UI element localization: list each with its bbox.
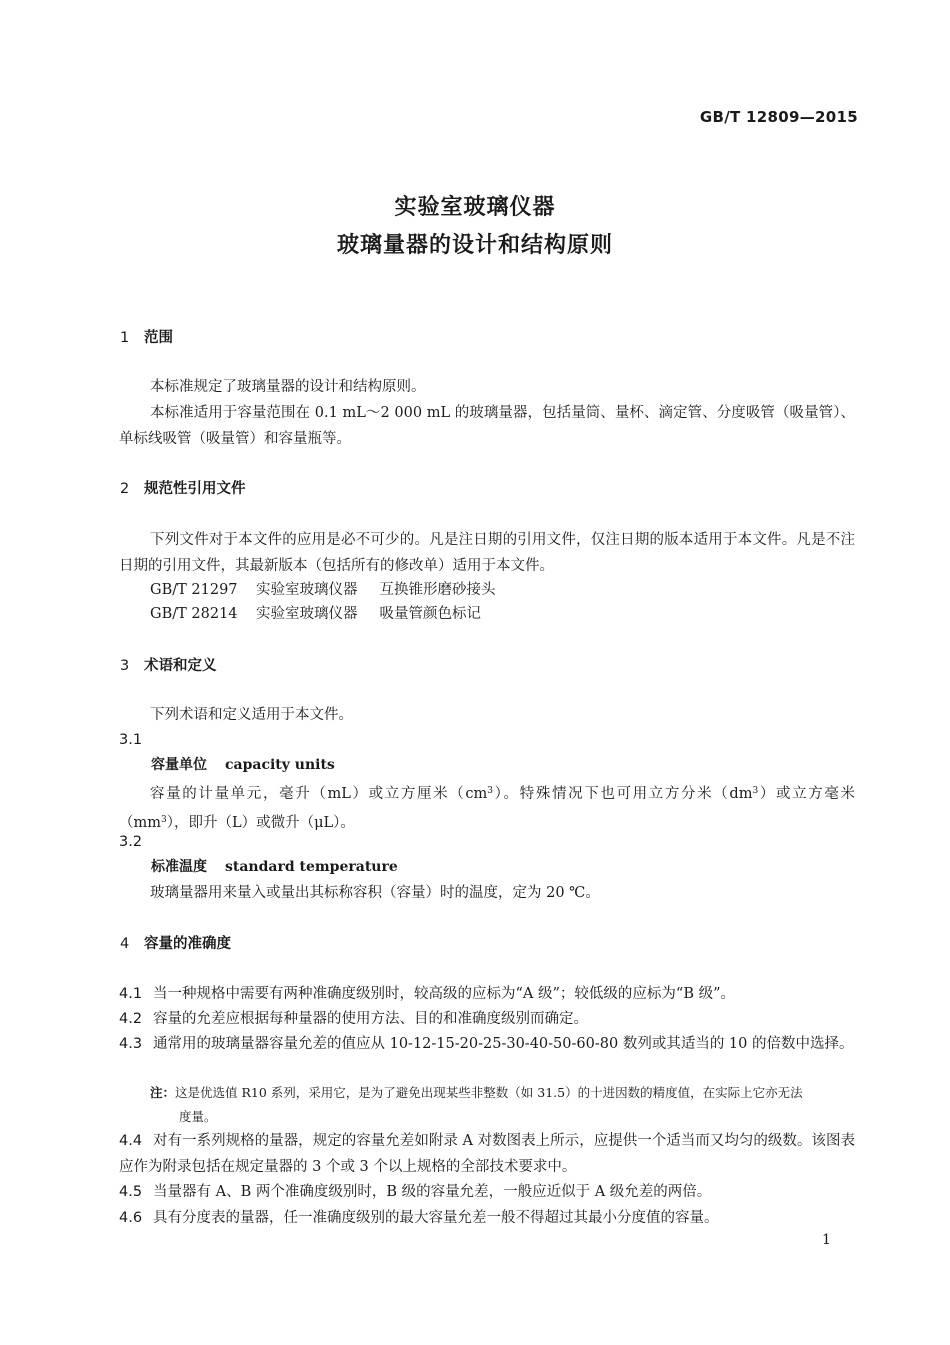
- note: [150, 1081, 855, 1129]
- reference-title-part-1: 实验室玻璃仪器: [256, 606, 358, 622]
- section-title: 范围: [144, 330, 173, 346]
- clause-text: 具有分度表的量器，任一准确度级别的最大容量允差一般不得超过其最小分度值的容量。: [153, 1210, 719, 1226]
- definition-text: ）。特殊情况下也可用立方分米（dm: [493, 786, 753, 802]
- clause-text: 当一种规格中需要有两种准确度级别时，较高级的应标为“A 级”；较低级的应标为“B 级”。: [153, 986, 735, 1002]
- document-title-line-2: 玻璃量器的设计和结构原则: [336, 233, 613, 258]
- section-2-paragraph-1: 下列文件对于本文件的应用是必不可少的。凡是注日期的引用文件，仅注日期的版本适用于本文件。凡是不注日期的引用文件，其最新版本（包括所有的修改单）适用于本文件。: [119, 532, 855, 574]
- section-1-heading: [120, 326, 173, 347]
- superscript: 3: [487, 786, 494, 796]
- clause-number: 4.5: [119, 1184, 143, 1200]
- reference-code: GB/T 28214: [150, 606, 238, 622]
- clause-number: 4.4: [119, 1133, 143, 1149]
- reference-code: GB/T 21297: [150, 582, 238, 598]
- section-4-heading: [120, 932, 231, 953]
- term-number: 3.1: [119, 732, 143, 748]
- section-number: 2: [120, 481, 130, 497]
- section-number: 4: [120, 936, 130, 952]
- clause-4-1: [119, 981, 855, 1007]
- standard-code: GB/T 12809—2015: [699, 108, 858, 126]
- clause-text: 通常用的玻璃量器容量允差的值应从 10-12-15-20-25-30-40-50-60-80 数列或其适当的 10 的倍数中选择。: [153, 1036, 854, 1052]
- definition-text: ）或立方毫米: [758, 786, 856, 802]
- clause-4-5: [119, 1179, 855, 1205]
- section-2-heading: [120, 477, 246, 498]
- section-3-heading: [120, 654, 217, 675]
- definition-text: 容量的计量单元，毫升（mL）或立方厘米（cm: [150, 786, 488, 802]
- term-heading: [151, 754, 335, 774]
- clause-number: 4.3: [119, 1036, 143, 1052]
- superscript: 3: [752, 786, 759, 796]
- term-chinese: 容量单位: [151, 757, 207, 773]
- clause-4-2: [119, 1006, 855, 1032]
- term-english: capacity units: [225, 757, 335, 773]
- reference-title-part-1: 实验室玻璃仪器: [256, 582, 358, 598]
- section-1-paragraph-1: 本标准规定了玻璃量器的设计和结构原则。: [150, 379, 426, 395]
- definition-text: （mm: [119, 815, 161, 831]
- clause-number: 4.6: [119, 1210, 143, 1226]
- section-number: 3: [120, 658, 130, 674]
- clause-number: 4.1: [119, 986, 143, 1002]
- superscript: 3: [161, 815, 167, 825]
- clause-4-6: [119, 1205, 855, 1231]
- term-definition: 玻璃量器用来量入或量出其标称容积（容量）时的温度，定为 20 ℃。: [150, 885, 600, 901]
- section-number: 1: [120, 330, 130, 346]
- section-title: 规范性引用文件: [144, 481, 246, 497]
- note-text: 这是优选值 R10 系列，采用它，是为了避免出现某些非整数（如 31.5）的十进因数的精度值，在实际上它亦无法: [175, 1085, 803, 1100]
- section-1-paragraph-2: 本标准适用于容量范围在 0.1 mL～2 000 mL 的玻璃量器，包括量筒、量杯、滴定管、分度吸管（吸量管）、单标线吸管（吸量管）和容量瓶等。: [119, 405, 855, 447]
- reference-entry: [150, 577, 496, 603]
- note-continuation: 度量。: [179, 1109, 217, 1124]
- clause-4-3: [119, 1031, 855, 1057]
- clause-text: 当量器有 A、B 两个准确度级别时，B 级的容量允差，一般应近似于 A 级允差的两倍。: [153, 1184, 712, 1200]
- clause-text: 容量的允差应根据每种量器的使用方法、目的和准确度级别而确定。: [153, 1011, 588, 1027]
- clause-number: 4.2: [119, 1011, 143, 1027]
- reference-title-part-2: 吸量管颜色标记: [379, 606, 481, 622]
- section-title: 术语和定义: [144, 658, 217, 674]
- term-chinese: 标准温度: [151, 859, 207, 875]
- reference-entry: [150, 601, 481, 627]
- term-definition: [119, 778, 855, 836]
- document-title-line-1: 实验室玻璃仪器: [394, 195, 556, 220]
- section-title: 容量的准确度: [144, 936, 231, 952]
- clause-text: 对有一系列规格的量器，规定的容量允差如附录 A 对数图表上所示，应提供一个适当而又均匀的级数。该图表应作为附录包括在规定量器的 3 个或 3 个以上规格的全部技术要求中。: [119, 1133, 855, 1175]
- term-heading: [151, 856, 398, 876]
- page-number: 1: [822, 1232, 831, 1248]
- term-english: standard temperature: [225, 859, 398, 875]
- reference-title-part-2: 互换锥形磨砂接头: [379, 582, 496, 598]
- definition-text: ），即升（L）或微升（μL）。: [166, 815, 355, 831]
- section-3-intro: 下列术语和定义适用于本文件。: [150, 707, 353, 723]
- note-label: 注：: [150, 1085, 176, 1100]
- term-number: 3.2: [119, 834, 143, 850]
- clause-4-4: [119, 1128, 855, 1180]
